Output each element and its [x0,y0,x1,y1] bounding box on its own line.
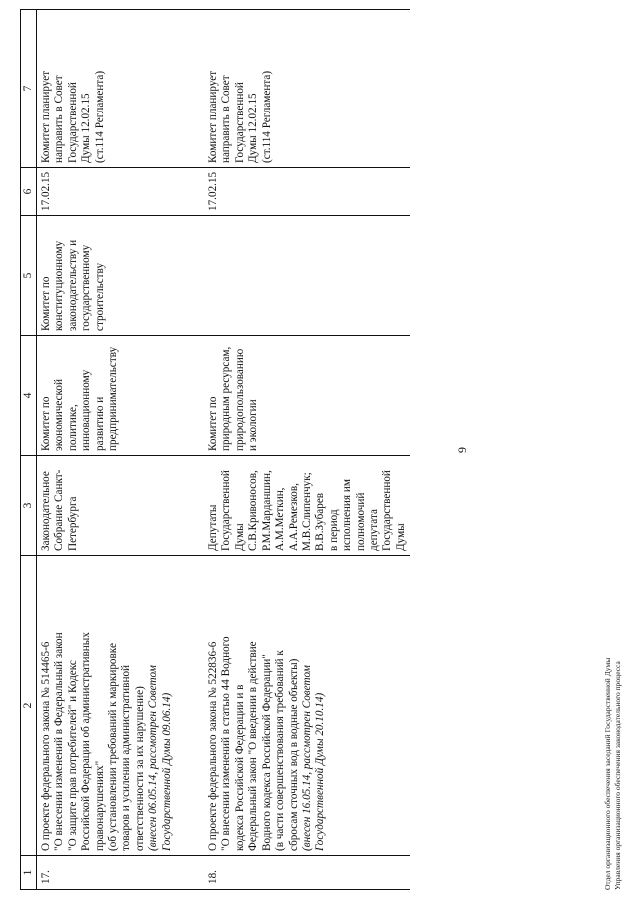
initiator-line: Собрание Санкт- [53,469,66,551]
bill-title-line: (об установлении требований к маркировке [107,643,120,851]
bill-title-line: товаров и усилении административной [120,664,133,851]
coexecutor-line: строительству [93,262,106,331]
bill-title-cell [37,556,205,856]
committee-cell [204,336,410,456]
initiator-cell [37,456,205,556]
initiator-line: полномочий [354,492,367,551]
decision-line: направить в Совет [220,75,233,163]
page-number: 9 [455,447,469,453]
initiator-line: Государственной [220,470,233,551]
decision-line: Комитет планирует [207,70,220,163]
committee-line: инновационному [80,369,93,451]
bill-title-line: Российской Федерации об административных [80,632,93,851]
column-header: 7 [21,10,37,168]
bill-title-line: Водного кодекса Российской Федерации" [260,654,273,851]
initiator-line: Петербурга [66,496,79,551]
decision-line: Государственной [233,82,246,163]
committee-line: предпринимательству [107,346,120,451]
decision-cell [37,10,205,168]
initiator-line: в период [327,509,340,551]
bill-status-note: Государственной Думы 20.10.14) [314,692,327,851]
decision-line: Думы 12.02.15 [247,93,260,163]
initiator-line: Государственной [381,470,394,551]
bill-title-line: "О защите прав потребителей" и Кодекс [66,660,79,851]
table-row [37,10,205,890]
committee-line: природным ресурсам, [220,346,233,451]
committee-line: природопользованию [233,348,246,451]
initiator-line: Р.М.Марданшин, [260,470,273,551]
initiator-line: исполнения им [341,479,354,551]
bill-title-line: правонарушениях" [93,760,106,851]
column-header: 4 [21,336,37,456]
coexecutor-cell [204,216,410,336]
coexecutor-cell [37,216,205,336]
bill-title-line: О проекте федерального закона № 522836-6 [207,641,220,851]
initiator-line: Думы [233,523,246,551]
decision-line: (ст.114 Регламента) [93,70,106,163]
committee-line: и экологии [247,399,260,451]
coexecutor-line: государственному [80,244,93,331]
decision-line: Государственной [66,82,79,163]
decision-cell [204,10,410,168]
bill-title-line: кодекса Российской Федерации и в [233,684,246,851]
committee-line: экономической [53,379,66,451]
footer-division-line: Управления организационного обеспечения законодательного процесса [613,661,622,890]
footer [603,658,623,890]
bills-table [20,9,410,890]
bill-status-note: Государственной Думы 09.06.14) [160,692,173,851]
initiator-line: Депутаты [207,504,220,551]
document-sheet [15,10,625,890]
initiator-line: А.А.Ремезков, [287,483,300,551]
initiator-line: депутата [367,509,380,551]
bill-title-line: (в части совершенствования требований к [274,650,287,851]
initiator-line: М.В.Слипенчук; [300,472,313,551]
bill-status-note: (внесен 06.05.14, рассмотрен Советом [147,665,160,851]
column-header: 3 [21,456,37,556]
initiator-line: С.В.Кривоносов, [247,470,260,551]
committee-line: политике, [66,404,79,451]
bill-title-line: сбросам сточных вод в водные объекты) [287,658,300,851]
committee-cell [37,336,205,456]
decision-line: направить в Совет [53,75,66,163]
date-cell: 17.02.15 [204,168,410,216]
date-cell: 17.02.15 [37,168,205,216]
bill-title-line: "О внесении изменений в статью 44 Водного [220,636,233,851]
bill-title-cell [204,556,410,856]
header-row [21,10,37,890]
coexecutor-line: конституционному [53,240,66,331]
initiator-line: В.В.Зубарев [314,492,327,551]
initiator-cell [204,456,410,556]
initiator-line: Законодательное [40,471,52,551]
column-header: 1 [21,856,37,890]
bill-title-line: "О внесении изменений в Федеральный закон [53,632,66,851]
committee-line: Комитет по [207,396,220,451]
column-header: 5 [21,216,37,336]
table-row [204,10,410,890]
committee-line: Комитет по [40,396,52,451]
row-number: 17. [37,856,205,890]
coexecutor-line: законодательству и [66,239,79,331]
bill-status-note: (внесен 16.05.14, рассмотрен Советом [300,665,313,851]
bill-title-line: ответственности за их нарушение) [133,686,146,851]
coexecutor-line: Комитет по [40,276,52,331]
column-header: 6 [21,168,37,216]
committee-line: развитию и [93,396,106,451]
footer-department-line: Отдел организационного обеспечения заседаний Государственной Думы [603,657,612,890]
row-number: 18. [204,856,410,890]
decision-line: (ст.114 Регламента) [260,70,273,163]
bill-title-line: О проекте федерального закона № 514465-6 [40,641,52,851]
decision-line: Комитет планирует [40,70,52,163]
initiator-line: Думы [394,523,407,551]
bill-title-line: Федеральный закон "О введении в действие [247,641,260,851]
column-header: 2 [21,556,37,856]
initiator-line: А.М.Меткин, [274,487,287,551]
decision-line: Думы 12.02.15 [80,93,93,163]
